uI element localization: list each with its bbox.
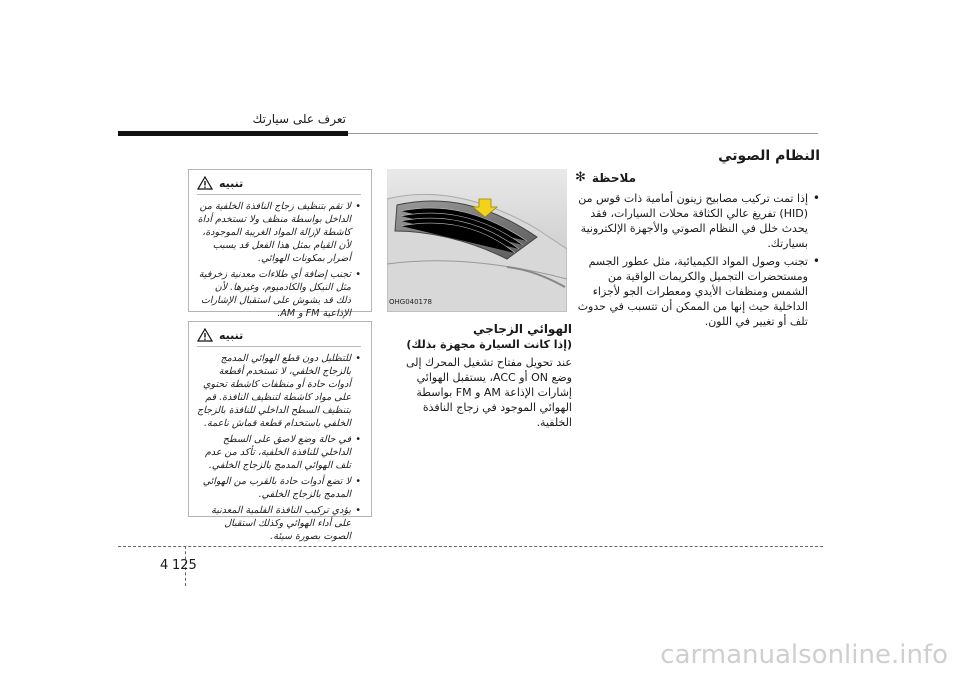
- warning-triangle-icon: [197, 328, 213, 342]
- caution-label: تنبيه: [219, 176, 244, 190]
- caution-list: [197, 200, 361, 320]
- caution-heading: [197, 176, 361, 195]
- notice-item: • إذا تمت تركيب مصابيح زينون أمامية ذات قوس من (HID) تفريغ عالي الكثافة محلات السيارات، فقد يحدث خلل في النظام الصوتي والأجهزة الإلكترونية بسيارتك.: [575, 191, 820, 251]
- chapter-number: 4: [160, 558, 169, 573]
- caution-item: • تجنب إضافة أي طلاءات معدنية زخرفية مثل النيكل والكادميوم، وغيرها. لأن ذلك قد يشوش على استقبال الإشارات الإذاعية FM و AM.: [197, 268, 361, 320]
- caution-item: • يؤدي تركيب النافذة الفلمية المعدنية على أداء الهوائي وكذلك استقبال الصوت بصورة سيئة.: [197, 504, 361, 543]
- asterisk-icon: ✻: [575, 170, 586, 185]
- notice-item: • تجنب وصول المواد الكيميائية، مثل عطور الجسم ومستحضرات التجميل والكريمات الواقية من الشمس ومنظفات الأيدي ومعطرات الجو لأجزاء الداخلية حيث إنها من الممكن أن تتسبب في حدوث تلف أو تغيير في اللون.: [575, 254, 820, 329]
- crop-line-horizontal: [118, 546, 823, 547]
- section-title: النظام الصوتي: [718, 148, 820, 164]
- rear-glass-antenna-photo: [387, 169, 567, 312]
- caution-heading: [197, 328, 361, 347]
- notice-list: [575, 191, 820, 329]
- page-header-title: تعرف على سيارتك: [252, 112, 346, 126]
- caution-item: • لا تقم بتنظيف زجاج النافذة الخلفية من الداخل بواسطة منظف ولا تستخدم أداة كاشطة لإزالة المواد الغريبة الموجودة، لأن القيام بمثل هذا الفعل قد يسبب أضرار بمكونات الهوائي.: [197, 200, 361, 265]
- caution-item: • في حالة وضع لاصق على السطح الداخلي للنافذة الخلفية، تأكد من عدم تلف الهوائي المدمج بالزجاج الخلفي.: [197, 433, 361, 472]
- caution-item: • لا تضع أدوات حادة بالقرب من الهوائي المدمج بالزجاج الخلفي.: [197, 475, 361, 501]
- antenna-title: الهوائي الزجاجي: [472, 322, 572, 336]
- antenna-body: عند تحويل مفتاح تشغيل المحرك إلى وضع ON أو ACC، يستقبل الهوائي إشارات الإذاعة AM و FM بواسطة الهوائي الموجود في زجاج النافذة الخلفية.: [405, 356, 572, 429]
- caution-item: • للتظليل دون قطع الهوائي المدمج بالزجاج الخلفي، لا تستخدم أقطعة أدوات حادة أو منظفات كاشطة تحتوي على مواد كاشطة لتنظيف النافذة. قم بتنظيف السطح الداخلي للنافذة بالزجاج الخلفي باستخدام قطعة قماش ناعمة.: [197, 352, 361, 430]
- glass-antenna-section: [387, 322, 572, 430]
- header-bar: [118, 131, 348, 136]
- page-number: 125: [172, 558, 197, 573]
- figure-code: OHG040178: [389, 298, 432, 306]
- notice-label: ملاحظة: [591, 170, 637, 185]
- warning-triangle-icon: [197, 176, 213, 190]
- car-rear-illustration: [387, 169, 567, 312]
- caution-box-2: [188, 321, 372, 542]
- header-rule: [348, 133, 818, 134]
- caution-box-1: [188, 169, 372, 319]
- caution-label: تنبيه: [219, 328, 244, 342]
- watermark: carmanualsonline.info: [660, 640, 948, 670]
- notice-heading: [575, 170, 820, 185]
- caution-list: [197, 352, 361, 543]
- audio-system-section: [575, 148, 820, 332]
- antenna-subtitle: (إذا كانت السيارة مجهزة بذلك): [406, 338, 572, 351]
